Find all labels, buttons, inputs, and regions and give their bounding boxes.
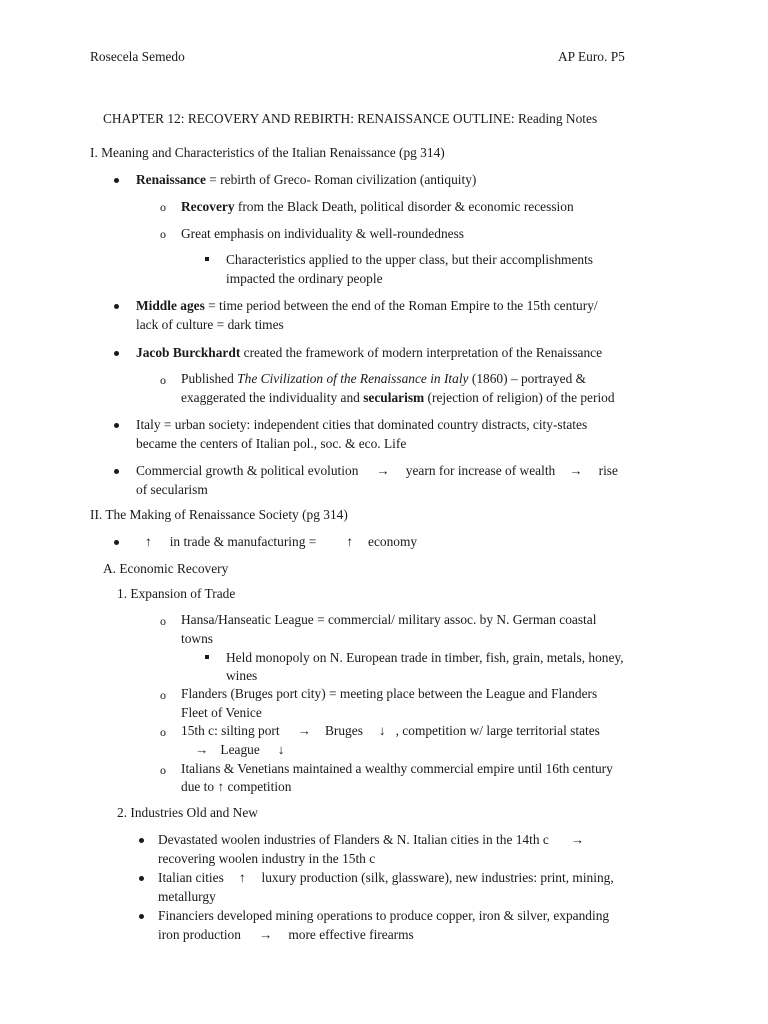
up-arrow-icon: ↑: [346, 534, 354, 549]
document-title: CHAPTER 12: RECOVERY AND REBIRTH: RENAISSANCE OUTLINE: Reading Notes: [103, 111, 598, 126]
bullet-icon: [114, 351, 119, 356]
circle-bullet-icon: o: [160, 227, 166, 241]
right-arrow-icon: →: [195, 742, 209, 757]
list-item-line: lack of culture = dark times: [136, 317, 284, 332]
bullet-icon: [139, 838, 144, 843]
bullet-icon: [114, 423, 119, 428]
right-arrow-icon: →: [570, 832, 585, 847]
student-name: Rosecela Semedo: [90, 49, 185, 64]
right-arrow-icon: →: [569, 463, 583, 478]
up-arrow-icon: ↑: [238, 870, 246, 885]
list-item: Held monopoly on N. European trade in timber, fish, grain, metals, honey,: [226, 650, 624, 665]
list-item-line: wines: [226, 668, 258, 683]
list-item: Jacob Burckhardt created the framework of modern interpretation of the Renaissance: [136, 345, 603, 360]
square-bullet-icon: [205, 655, 209, 659]
list-item-line: recovering woolen industry in the 15th c: [158, 851, 376, 866]
list-item-line: of secularism: [136, 482, 208, 497]
list-item-line: metallurgy: [158, 889, 216, 904]
subsection-heading: A. Economic Recovery: [103, 561, 229, 576]
subsection-heading: 2. Industries Old and New: [117, 805, 258, 820]
list-item: Middle ages = time period between the end of the Roman Empire to the 15th century/: [136, 298, 598, 313]
up-arrow-icon: ↑: [145, 534, 152, 549]
list-item: Published The Civilization of the Renaissance in Italy (1860) – portrayed &: [181, 371, 587, 386]
list-item-line: impacted the ordinary people: [226, 271, 383, 286]
list-item: Hansa/Hanseatic League = commercial/ military assoc. by N. German coastal: [181, 612, 597, 627]
list-item-line: became the centers of Italian pol., soc. & eco. Life: [136, 436, 407, 451]
bullet-icon: [114, 469, 119, 474]
down-arrow-icon: ↓: [378, 723, 386, 738]
right-arrow-icon: →: [297, 723, 311, 738]
circle-bullet-icon: o: [160, 614, 166, 628]
list-item-line: iron production → more effective firearms: [158, 926, 414, 945]
section-2-heading: II. The Making of Renaissance Society (pg 314): [90, 507, 348, 522]
bullet-icon: [139, 914, 144, 919]
circle-bullet-icon: o: [160, 763, 166, 777]
list-item: 15th c: silting port → Bruges ↓ , competition w/ large territorial states: [181, 722, 600, 741]
square-bullet-icon: [205, 257, 209, 261]
course-label: AP Euro. P5: [558, 49, 625, 64]
right-arrow-icon: →: [376, 463, 390, 478]
list-item: Recovery from the Black Death, political disorder & economic recession: [181, 199, 574, 214]
list-item-line: towns: [181, 631, 213, 646]
list-item: Italy = urban society: independent cities that dominated country distracts, city-states: [136, 417, 588, 432]
circle-bullet-icon: o: [160, 200, 166, 214]
list-item: Commercial growth & political evolution → yearn for increase of wealth → rise: [136, 462, 618, 481]
bullet-icon: [114, 304, 119, 309]
list-item-line: exaggerated the individuality and secularism (rejection of religion) of the period: [181, 390, 615, 405]
subsection-heading: 1. Expansion of Trade: [117, 586, 236, 601]
section-1-heading: I. Meaning and Characteristics of the Italian Renaissance (pg 314): [90, 145, 445, 160]
circle-bullet-icon: o: [160, 725, 166, 739]
bullet-icon: [114, 178, 119, 183]
list-item: Flanders (Bruges port city) = meeting place between the League and Flanders: [181, 686, 598, 701]
bullet-icon: [114, 540, 119, 545]
circle-bullet-icon: o: [160, 373, 166, 387]
right-arrow-icon: →: [258, 927, 273, 942]
list-item-line: Fleet of Venice: [181, 705, 262, 720]
list-item: Italian cities ↑ luxury production (silk, glassware), new industries: print, mining,: [158, 870, 614, 885]
down-arrow-icon: ↓: [277, 742, 285, 757]
list-item: Financiers developed mining operations to produce copper, iron & silver, expanding: [158, 908, 610, 923]
list-item: Great emphasis on individuality & well-roundedness: [181, 226, 465, 241]
circle-bullet-icon: o: [160, 688, 166, 702]
list-item-line: Characteristics applied to the upper class, but their accomplishments: [226, 252, 594, 267]
list-item: Renaissance = rebirth of Greco- Roman civilization (antiquity): [136, 172, 477, 187]
list-item-line: → League ↓: [195, 742, 285, 757]
list-item: Italians & Venetians maintained a wealthy commercial empire until 16th century: [181, 761, 613, 776]
list-item-line: due to ↑ competition: [181, 779, 292, 794]
list-item: ↑ in trade & manufacturing = ↑ economy: [145, 534, 418, 549]
bullet-icon: [139, 876, 144, 881]
list-item: Devastated woolen industries of Flanders & N. Italian cities in the 14th c →: [158, 832, 585, 847]
